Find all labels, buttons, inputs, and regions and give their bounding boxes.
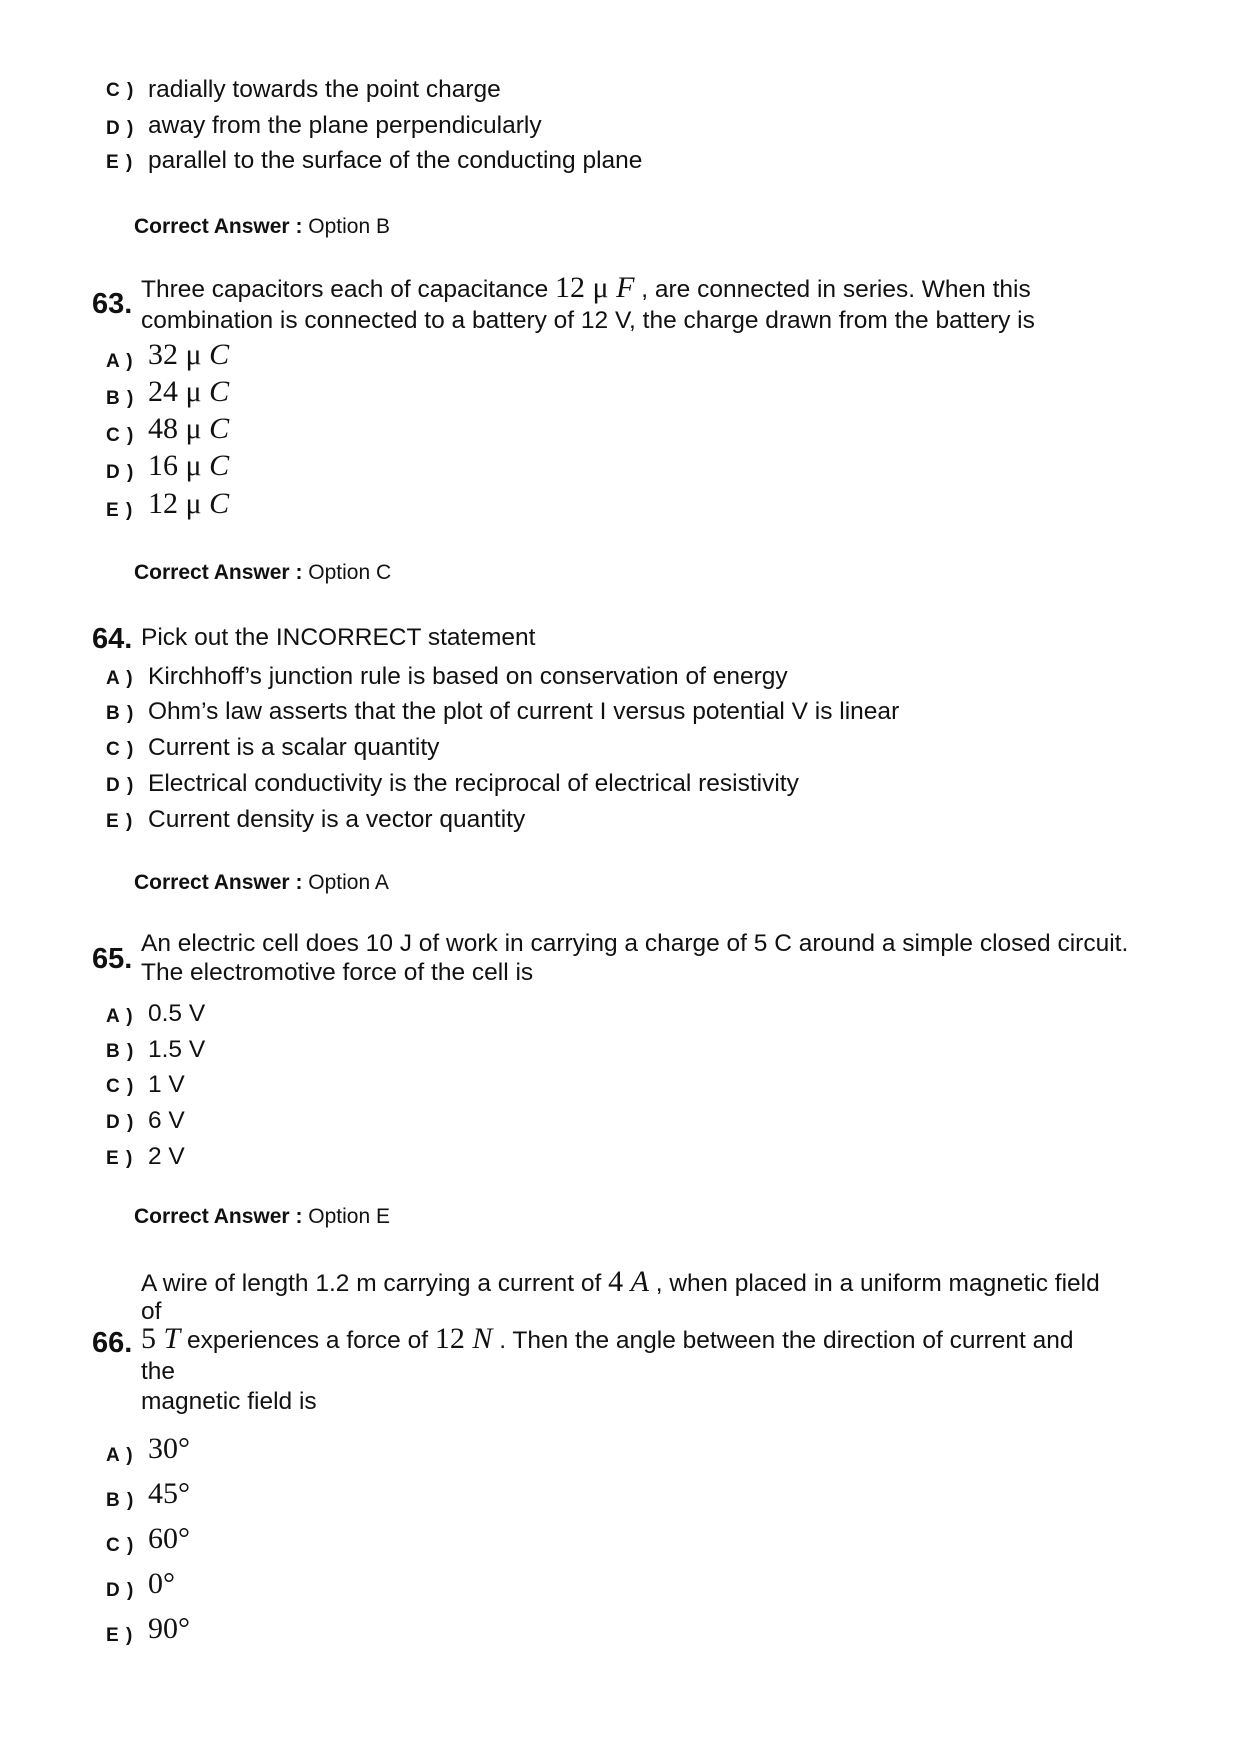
question-text: , when placed in a uniform magnetic field [655,1270,1100,1297]
option-math: 24 μ C [148,375,230,408]
question-text: , are connected in series. When this [641,276,1031,303]
option-letter: D ) [106,1112,135,1133]
question-text: A wire of length 1.2 m carrying a current of [141,1270,602,1297]
option-letter: D ) [106,118,135,139]
question-line: the [141,1358,176,1385]
option-letter: A ) [106,351,134,372]
math-expression: 12 N [434,1322,493,1355]
option-letter: E ) [106,1148,134,1169]
correct-answer [134,561,391,585]
option-text: parallel to the surface of the conducting plane [148,147,643,174]
option-letter: D ) [106,775,135,796]
question-number: 63. [92,288,133,320]
option-math: 45° [148,1477,190,1510]
option-letter: C ) [106,739,135,760]
question-text: . Then the angle between the direction of current and [499,1327,1074,1354]
answer-label: Correct Answer : [134,1205,303,1228]
answer-value: Option C [308,561,392,584]
option-letter: C ) [106,80,135,101]
answer-value: Option A [308,871,389,894]
answer-label: Correct Answer : [134,215,303,238]
option-letter: C ) [106,1076,135,1097]
option-math: 48 μ C [148,412,230,445]
option-math: 12 μ C [148,487,230,520]
option-math: 90° [148,1612,190,1645]
question-line: The electromotive force of the cell is [141,959,534,986]
option-math: 16 μ C [148,449,230,482]
option-letter: D ) [106,1580,135,1601]
option-text: Kirchhoff’s junction rule is based on conservation of energy [148,663,788,690]
option-letter: A ) [106,668,134,689]
option-text: 0.5 V [148,1000,206,1027]
option-letter: D ) [106,462,135,483]
question-line: of [141,1298,162,1325]
math-expression: 5 T [141,1322,181,1355]
option-text: Current is a scalar quantity [148,734,440,761]
question-text: Three capacitors each of capacitance [141,276,549,303]
math-expression: 12 μ F [555,271,635,304]
option-math: 30° [148,1432,190,1465]
option-letter: B ) [106,1490,135,1511]
question-line [141,1265,1100,1299]
correct-answer [134,871,389,895]
question-line [141,1322,1074,1356]
option-letter: A ) [106,1006,134,1027]
option-letter: E ) [106,1625,134,1646]
question-line: Pick out the INCORRECT statement [141,624,536,651]
option-text: Electrical conductivity is the reciprocal of electrical resistivity [148,770,799,797]
option-letter: E ) [106,500,134,521]
option-letter: B ) [106,703,135,724]
answer-value: Option B [308,215,390,238]
answer-value: Option E [308,1205,390,1228]
option-text: Ohm’s law asserts that the plot of current I versus potential V is linear [148,698,900,725]
question-line: magnetic field is [141,1388,317,1415]
answer-label: Correct Answer : [134,871,303,894]
option-math: 0° [148,1567,175,1600]
question-number: 66. [92,1327,133,1359]
question-line [141,271,1031,305]
option-letter: C ) [106,425,135,446]
option-text: 6 V [148,1107,185,1134]
option-letter: E ) [106,152,134,173]
option-text: 2 V [148,1143,185,1170]
option-text: 1.5 V [148,1036,206,1063]
option-letter: B ) [106,1041,135,1062]
option-letter: C ) [106,1535,135,1556]
answer-label: Correct Answer : [134,561,303,584]
option-text: away from the plane perpendicularly [148,112,542,139]
option-letter: A ) [106,1445,134,1466]
option-text: radially towards the point charge [148,76,501,103]
question-line: combination is connected to a battery of 12 V, the charge drawn from the battery is [141,307,1035,334]
question-number: 65. [92,943,133,975]
question-number: 64. [92,623,133,655]
question-line: An electric cell does 10 J of work in carrying a charge of 5 C around a simple closed circuit. [141,930,1129,957]
option-math: 60° [148,1522,190,1555]
option-math: 32 μ C [148,338,230,371]
option-letter: B ) [106,388,135,409]
option-text: 1 V [148,1071,185,1098]
option-text: Current density is a vector quantity [148,806,526,833]
question-text: experiences a force of [187,1327,429,1354]
correct-answer [134,1205,390,1229]
correct-answer [134,215,390,239]
option-letter: E ) [106,811,134,832]
math-expression: 4 A [608,1265,649,1298]
